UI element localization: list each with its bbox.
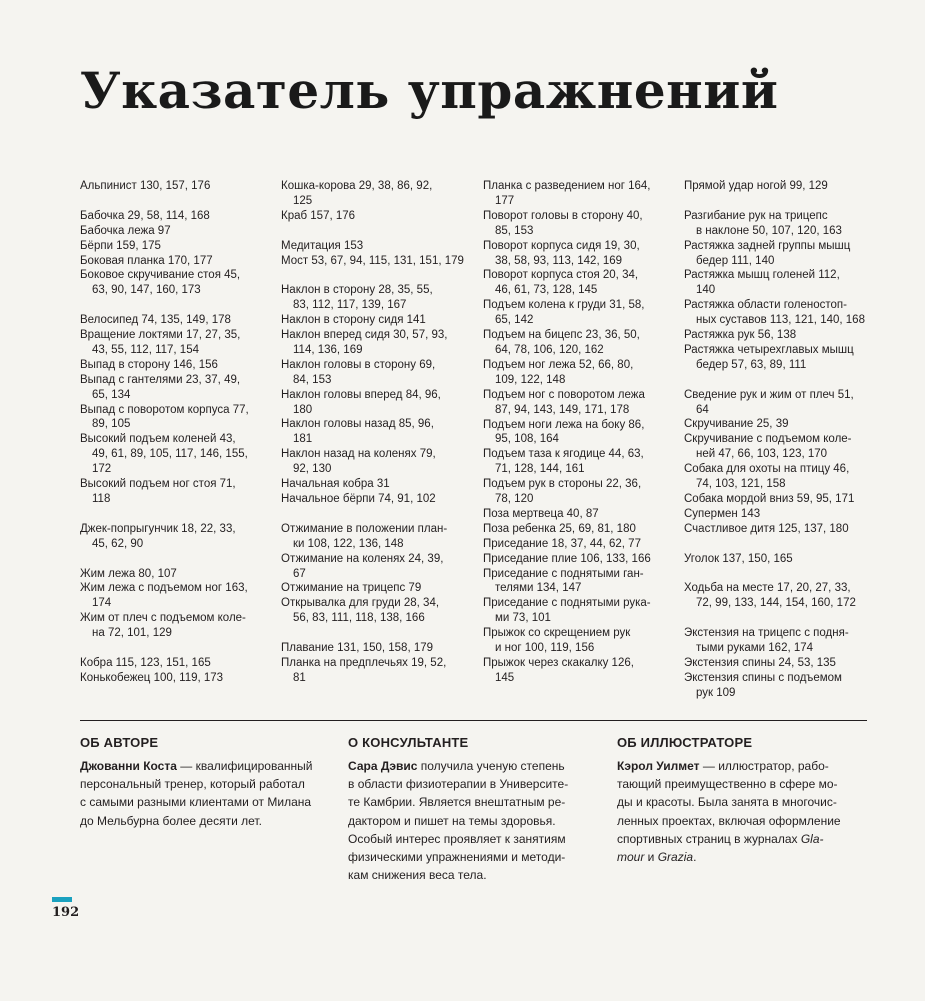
index-entry: Отжимание на трицепс 79 [281, 582, 422, 595]
index-entry: Растяжка задней группы мышц бедер 111, 140 [684, 239, 851, 267]
about-author-text [80, 757, 325, 830]
index-column-1 [80, 179, 270, 686]
index-entry: Наклон в сторону сидя 141 [281, 314, 426, 327]
index-entry: Поворот головы в сторону 40, 85, 153 [483, 209, 643, 237]
section-divider [80, 720, 867, 721]
about-consultant-section [348, 734, 593, 884]
page-number: 192 [52, 905, 80, 920]
index-entry: Наклон вперед сидя 30, 57, 93, 114, 136, 169 [281, 329, 448, 356]
index-entry: Плавание 131, 150, 158, 179 [281, 642, 434, 655]
index-entry: Краб 157, 176 [281, 209, 356, 222]
index-entry: Супермен 143 [684, 507, 761, 520]
about-author-heading: ОБ АВТОРЕ [80, 735, 159, 750]
index-entry: Подъем колена к груди 31, 58, 65, 142 [483, 299, 645, 327]
index-entry: Приседание 18, 37, 44, 62, 77 [483, 537, 641, 550]
index-entry: Подъем ног с поворотом лежа 87, 94, 143, 149, 171, 178 [483, 388, 645, 416]
index-entry: Высокий подъем коленей 43, 49, 61, 89, 105, 117, 146, 155, 172 [80, 433, 248, 476]
index-entry: Джек-попрыгунчик 18, 22, 33, 45, 62, 90 [80, 522, 236, 550]
index-entry: Наклон назад на коленях 79, 92, 130 [281, 448, 436, 476]
index-entry: Растяжка рук 56, 138 [684, 329, 797, 342]
index-entry: Жим от плеч с подъемом коле- на 72, 101, 129 [80, 612, 246, 640]
index-entry: Растяжка области голеностоп- ных суставов 113, 121, 140, 168 [684, 299, 865, 327]
index-entry: Приседание с поднятыми ган- телями 134, 147 [483, 567, 644, 595]
index-entry: Мост 53, 67, 94, 115, 131, 151, 179 [281, 254, 464, 267]
illustrator-end: . [693, 850, 697, 865]
index-entry: Экстензия спины 24, 53, 135 [684, 656, 836, 669]
page-number-accent-bar [52, 897, 72, 902]
index-entry: Собака для охоты на птицу 46, 74, 103, 121, 158 [684, 463, 850, 491]
index-entry: Бабочка лежа 97 [80, 224, 171, 237]
index-entry: Бабочка 29, 58, 114, 168 [80, 209, 210, 222]
magazine-glamour: Gla- mour [617, 831, 824, 865]
index-entry: Скручивание 25, 39 [684, 418, 789, 431]
index-entry: Поворот корпуса стоя 20, 34, 46, 61, 73, 128, 145 [483, 269, 639, 297]
index-entry: Счастливое дитя 125, 137, 180 [684, 522, 849, 535]
index-entry: Прыжок со скрещением рук и ног 100, 119, 156 [483, 627, 631, 655]
index-entry: Наклон головы в сторону 69, 84, 153 [281, 358, 436, 386]
index-entry: Кошка-корова 29, 38, 86, 92, 125 [281, 180, 433, 207]
index-entry: Боковое скручивание стоя 45, 63, 90, 147, 160, 173 [80, 269, 241, 297]
index-entry: Подъем на бицепс 23, 36, 50, 64, 78, 106, 120, 162 [483, 329, 640, 356]
illustrator-name: Кэрол Уилмет [617, 759, 700, 773]
illustrator-bio: — иллюстратор, рабо- тающий преимущественно в сфере мо- ды и красоты. Была занята в многочис- ленных проектах, включая оформление спортивных страниц в журналах [617, 759, 841, 846]
index-entry: Планка с разведением ног 164, 177 [483, 180, 651, 207]
index-entry: Планка на предплечьях 19, 52, 81 [281, 656, 447, 684]
index-column-4 [684, 179, 874, 701]
author-name: Джованни Коста [80, 759, 177, 773]
about-illustrator-section [617, 734, 862, 866]
index-entry: Растяжка четырехглавых мышц бедер 57, 63, 89, 111 [684, 343, 854, 371]
magazine-grazia: Grazia [657, 850, 694, 865]
index-entry: Выпад с поворотом корпуса 77, 89, 105 [80, 403, 249, 431]
index-entry: Скручивание с подъемом коле- ней 47, 66, 103, 123, 170 [684, 433, 852, 461]
index-entry: Бёрпи 159, 175 [80, 239, 161, 252]
index-entry: Подъем таза к ягодице 44, 63, 71, 128, 144, 161 [483, 448, 644, 476]
index-entry: Выпад с гантелями 23, 37, 49, 65, 134 [80, 373, 241, 401]
index-entry: Ходьба на месте 17, 20, 27, 33, 72, 99, 133, 144, 154, 160, 172 [684, 582, 856, 610]
index-entry: Уголок 137, 150, 165 [684, 552, 793, 565]
index-entry: Выпад в сторону 146, 156 [80, 358, 218, 371]
index-entry: Прямой удар ногой 99, 129 [684, 180, 828, 192]
index-entry: Отжимание в положении план- ки 108, 122, 136, 148 [281, 522, 448, 550]
index-entry: Сведение рук и жим от плеч 51, 64 [684, 388, 854, 416]
index-entry: Подъем рук в стороны 22, 36, 78, 120 [483, 478, 642, 506]
index-entry: Медитация 153 [281, 239, 364, 252]
index-entry: Велосипед 74, 135, 149, 178 [80, 314, 231, 327]
index-entry: Альпинист 130, 157, 176 [80, 180, 211, 192]
index-entry: Разгибание рук на трицепс в наклоне 50, 107, 120, 163 [684, 209, 842, 237]
consultant-name: Сара Дэвис [348, 759, 418, 773]
index-entry: Начальное бёрпи 74, 91, 102 [281, 493, 436, 505]
index-entry: Вращение локтями 17, 27, 35, 43, 55, 112, 117, 154 [80, 329, 241, 356]
index-entry: Поза мертвеца 40, 87 [483, 507, 599, 520]
index-entry: Наклон головы назад 85, 96, 181 [281, 418, 434, 446]
about-author-section [80, 734, 325, 830]
index-entry: Экстензия спины с подъемом рук 109 [684, 671, 842, 699]
author-bio: — квалифицированный персональный тренер, который работал с самыми разными клиентами от Милана до Мельбурна более десяти лет. [80, 759, 313, 828]
index-entry: Жим лежа 80, 107 [80, 567, 177, 580]
index-entry: Приседание плие 106, 133, 166 [483, 552, 651, 565]
index-entry: Кобра 115, 123, 151, 165 [80, 656, 211, 669]
index-entry: Высокий подъем ног стоя 71, 118 [80, 478, 236, 505]
about-consultant-heading: О КОНСУЛЬТАНТЕ [348, 735, 469, 750]
index-entry: Начальная кобра 31 [281, 478, 390, 491]
about-illustrator-text [617, 757, 862, 866]
index-entry: Собака мордой вниз 59, 95, 171 [684, 493, 855, 505]
index-entry: Жим лежа с подъемом ног 163, 174 [80, 582, 248, 610]
index-entry: Растяжка мышц голеней 112, 140 [684, 269, 840, 297]
consultant-bio: получила ученую степень в области физиотерапии в Университе- те Камбрии. Является внештатным ре- дактором и пишет на темы здоровья. Особый интерес проявляет к занятиям физическими упражнениями и методи- кам снижения веса тела. [348, 759, 569, 883]
index-column-3 [483, 179, 673, 686]
index-entry: Подъем ноги лежа на боку 86, 95, 108, 164 [483, 418, 645, 446]
index-entry: Экстензия на трицепс с подня- тыми руками 162, 174 [684, 627, 849, 655]
index-entry: Приседание с поднятыми рука- ми 73, 101 [483, 597, 651, 625]
index-column-2 [281, 179, 471, 686]
index-entry: Отжимание на коленях 24, 39, 67 [281, 552, 444, 580]
index-entry: Боковая планка 170, 177 [80, 254, 213, 267]
index-entry: Открывалка для груди 28, 34, 56, 83, 111, 118, 138, 166 [281, 597, 440, 625]
index-entry: Поза ребенка 25, 69, 81, 180 [483, 522, 636, 535]
index-entry: Поворот корпуса сидя 19, 30, 38, 58, 93, 113, 142, 169 [483, 239, 640, 267]
index-entry: Конькобежец 100, 119, 173 [80, 671, 224, 684]
page-title: Указатель упражнений [80, 61, 779, 120]
illustrator-and: и [644, 850, 658, 865]
index-entry: Подъем ног лежа 52, 66, 80, 109, 122, 148 [483, 358, 634, 386]
index-entry: Наклон в сторону 28, 35, 55, 83, 112, 117, 139, 167 [281, 284, 433, 312]
about-consultant-text [348, 757, 593, 884]
index-entry: Прыжок через скакалку 126, 145 [483, 657, 634, 684]
index-entry: Наклон головы вперед 84, 96, 180 [281, 388, 441, 416]
about-illustrator-heading: ОБ ИЛЛЮСТРАТОРЕ [617, 735, 753, 750]
